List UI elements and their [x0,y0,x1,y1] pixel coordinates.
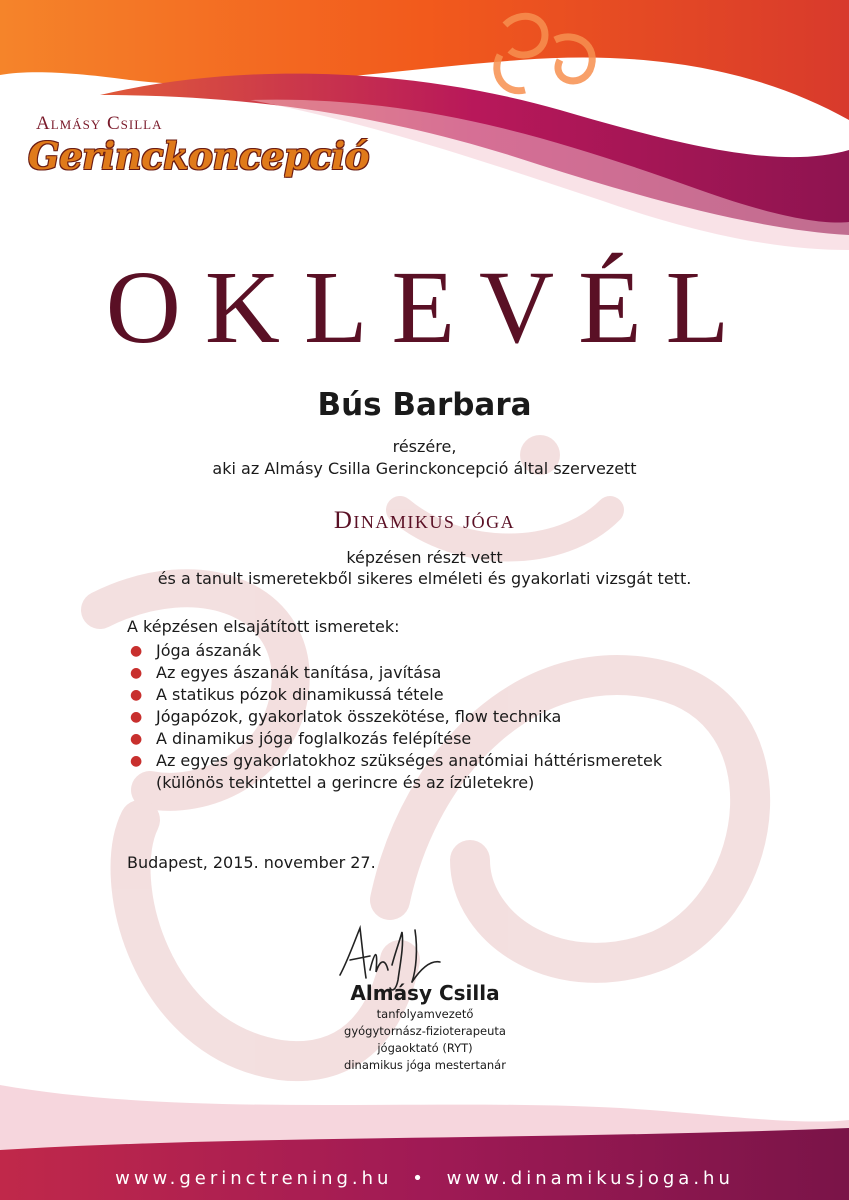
list-item: ● Az egyes ászanák tanítása, javítása [130,663,442,682]
signatory-name: Almásy Csilla [350,981,500,1005]
signatory-role: gyógytornász-fizioterapeuta [344,1024,506,1038]
list-item: ● A dinamikus jóga foglalkozás felépítése [130,729,472,748]
bullet-icon: ● [130,665,143,681]
text-organizer: aki az Almásy Csilla Gerinckoncepció által szervezett [212,459,637,478]
footer-url-gerinctrening[interactable]: www.gerinctrening.hu [115,1168,393,1189]
knowledge-list [127,640,807,794]
list-item-continuation: (különös tekintettel a gerincre és az ízületekre) [156,773,535,792]
knowledge-section [127,616,807,794]
course-name: Dinamikus jóga [333,507,516,534]
bullet-icon: ● [130,753,143,769]
bullet-icon: ● [130,709,143,725]
brand-name: Almásy Csilla [36,113,163,134]
bullet-icon: ● [130,643,143,659]
bullet-icon: ● [130,731,143,747]
knowledge-heading: A képzésen elsajátított ismeretek: [127,617,400,636]
footer-separator: • [412,1168,427,1189]
footer-links [0,1168,849,1189]
list-item: ● Jógapózok, gyakorlatok összekötése, flow technika [130,707,562,726]
recipient-name: Bús Barbara [317,387,532,423]
list-item: ● Jóga ászanák [130,641,262,660]
certificate-title: OKLEVÉL [105,250,754,365]
footer-url-dinamikusjoga[interactable]: www.dinamikusjoga.hu [446,1168,734,1189]
text-participated: képzésen részt vett [346,548,503,567]
signatory-role: dinamikus jóga mestertanár [344,1058,506,1072]
list-item: ● Az egyes gyakorlatokhoz szükséges anatómiai háttérismeretek (különös tekintettel a gerincre és az ízületekre) [130,751,663,792]
list-item: ● A statikus pózok dinamikussá tétele [130,685,444,704]
text-for: részére, [392,437,457,456]
issue-date: Budapest, 2015. november 27. [127,853,376,872]
signatory-role: tanfolyamvezető [376,1007,474,1021]
text-exam: és a tanult ismeretekből sikeres elméleti és gyakorlati vizsgát tett. [157,569,692,588]
signatory-role: jógaoktató (RYT) [377,1041,473,1055]
bullet-icon: ● [130,687,143,703]
brand-logo: Gerinckoncepció [28,134,370,178]
signatory-block [320,980,530,1074]
